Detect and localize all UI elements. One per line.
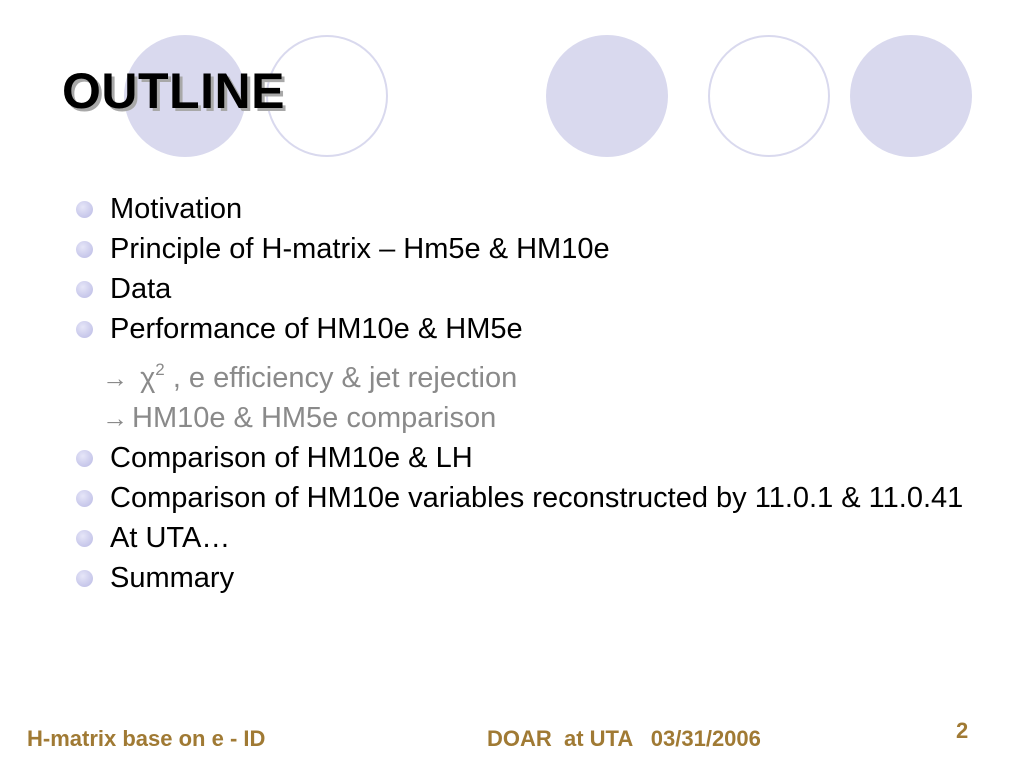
chi-superscript: 2 xyxy=(155,360,165,379)
item-text: HM10e & HM5e comparison xyxy=(132,402,497,434)
item-text: , e efficiency & jet rejection xyxy=(164,362,518,394)
outline-list xyxy=(74,193,984,602)
item-text: Performance of HM10e & HM5e xyxy=(110,313,523,345)
bullet-icon xyxy=(76,321,93,338)
arrow-right-icon: → xyxy=(102,403,128,433)
item-text: Motivation xyxy=(110,193,243,225)
sub-list-item xyxy=(74,402,984,435)
bullet-icon xyxy=(76,570,93,587)
bullet-icon xyxy=(76,201,93,218)
list-item xyxy=(74,313,984,346)
bullet-icon xyxy=(76,241,93,258)
slide-title: OUTLINE xyxy=(62,63,285,119)
chi-symbol: χ xyxy=(140,362,156,394)
item-text: Summary xyxy=(110,562,235,594)
list-item xyxy=(74,482,984,515)
decor-circle-5 xyxy=(850,35,972,157)
item-text: Data xyxy=(110,273,172,305)
footer-title: H-matrix base on e - ID xyxy=(27,726,266,751)
page-number: 2 xyxy=(956,718,969,743)
bullet-icon xyxy=(76,450,93,467)
item-text: Comparison of HM10e variables reconstructed by 11.0.1 & 11.0.41 xyxy=(110,482,964,514)
list-item xyxy=(74,442,984,475)
item-text: At UTA… xyxy=(110,522,231,554)
list-item xyxy=(74,233,984,266)
footer-event-date: DOAR at UTA 03/31/2006 xyxy=(487,726,761,751)
list-item xyxy=(74,562,984,595)
list-item xyxy=(74,273,984,306)
list-item xyxy=(74,193,984,226)
bullet-icon xyxy=(76,530,93,547)
item-text: Comparison of HM10e & LH xyxy=(110,442,473,474)
decor-circle-3 xyxy=(546,35,668,157)
bullet-icon xyxy=(76,490,93,507)
sub-list-item xyxy=(74,353,984,395)
item-text: Principle of H-matrix – Hm5e & HM10e xyxy=(110,233,610,265)
list-item xyxy=(74,522,984,555)
arrow-right-icon: → xyxy=(102,363,128,393)
decor-circle-4 xyxy=(708,35,830,157)
bullet-icon xyxy=(76,281,93,298)
